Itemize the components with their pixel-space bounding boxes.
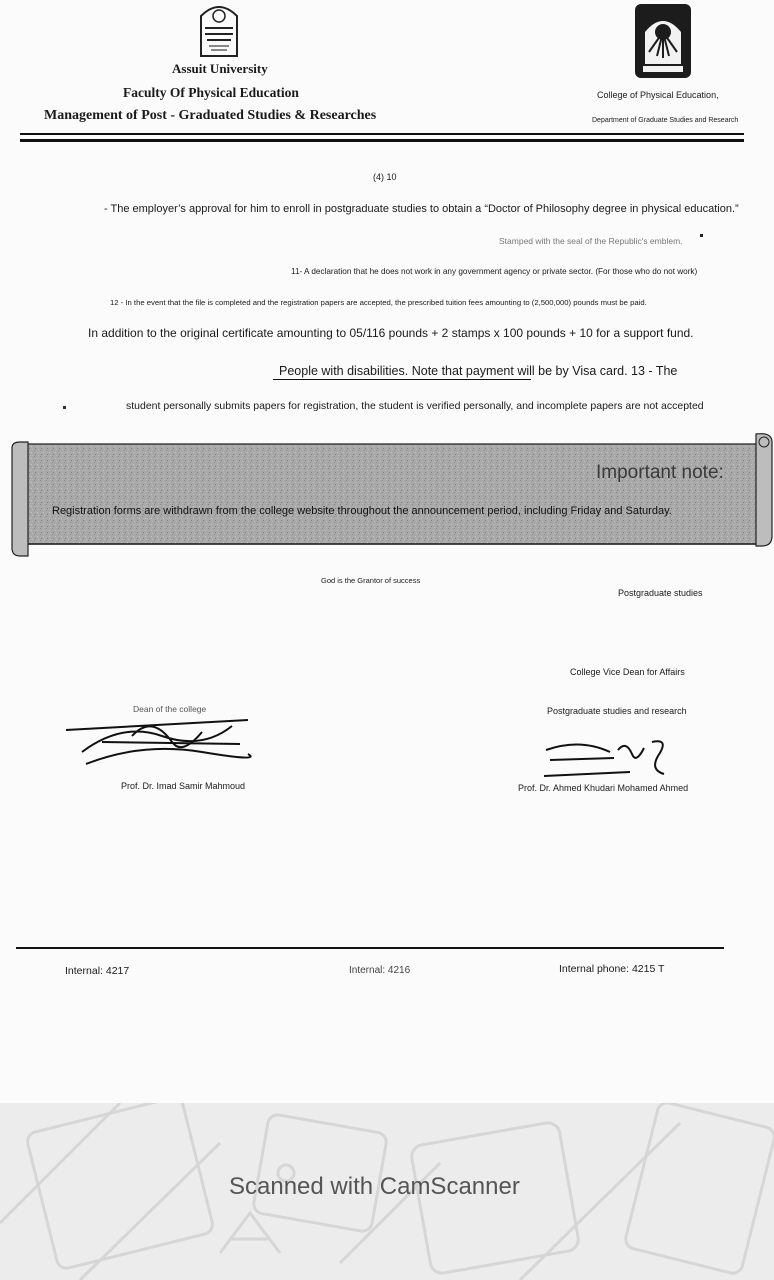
university-logo	[195, 2, 243, 58]
dot-marker	[700, 234, 703, 237]
postgraduate-studies-label: Postgraduate studies	[618, 588, 703, 598]
disabilities-underline	[273, 379, 531, 380]
important-note-text: Registration forms are withdrawn from the college website throughout the announcement period, including Friday and Saturday.	[52, 505, 672, 517]
vice-dean-signature	[540, 736, 680, 780]
college-logo	[633, 2, 693, 80]
faculty-name: Faculty Of Physical Education	[123, 85, 299, 100]
fees-line: 12 - In the event that the file is completed and the registration papers are accepted, the prescribed tuition fees amounting to (2,500,000) pounds must be paid.	[110, 298, 647, 307]
internal-right: Internal phone: 4215 T	[559, 963, 665, 975]
university-name: Assuit University	[172, 61, 268, 76]
dean-title: Dean of the college	[133, 704, 207, 714]
important-note-banner	[10, 432, 774, 558]
vice-dean-subtitle: Postgraduate studies and research	[547, 706, 687, 716]
disabilities-line: People with disabilities. Note that payment will be by Visa card. 13 - The	[279, 364, 678, 378]
camscanner-band	[0, 1103, 774, 1280]
management-name: Management of Post - Graduated Studies & Researches	[44, 108, 377, 123]
submits-line: student personally submits papers for registration, the student is verified personally, and incomplete papers are not accepted	[126, 400, 704, 412]
college-label: College of Physical Education,	[597, 90, 719, 100]
internal-mid: Internal: 4216	[349, 965, 411, 976]
stamped-line: Stamped with the seal of the Republic's emblem.	[499, 236, 683, 246]
important-note-title: Important note:	[596, 462, 724, 483]
declaration-line: 11- A declaration that he does not work in any government agency or private sector. (For those who do not work)	[291, 267, 698, 276]
vice-dean-name: Prof. Dr. Ahmed Khudari Mohamed Ahmed	[518, 783, 689, 793]
footer-rule	[16, 947, 724, 949]
camscanner-watermark: Scanned with CamScanner	[229, 1173, 520, 1200]
vice-dean-title: College Vice Dean for Affairs	[570, 667, 685, 677]
bullet-dot	[63, 406, 66, 409]
dean-signature	[62, 712, 252, 772]
header-rule-bottom	[20, 139, 744, 142]
dean-name: Prof. Dr. Imad Samir Mahmoud	[121, 781, 246, 791]
employer-approval-line: - The employer’s approval for him to enroll in postgraduate studies to obtain a “Doctor of Philosophy degree in physical education.”	[104, 203, 739, 215]
page-marker: (4) 10	[373, 172, 397, 182]
header-rule-top	[20, 133, 744, 135]
department-label: Department of Graduate Studies and Research	[592, 117, 739, 124]
grantor-line: God is the Grantor of success	[321, 576, 421, 585]
internal-left: Internal: 4217	[65, 965, 130, 977]
certificate-line: In addition to the original certificate amounting to 05/116 pounds + 2 stamps x 100 pounds + 10 for a support fund.	[88, 326, 694, 340]
